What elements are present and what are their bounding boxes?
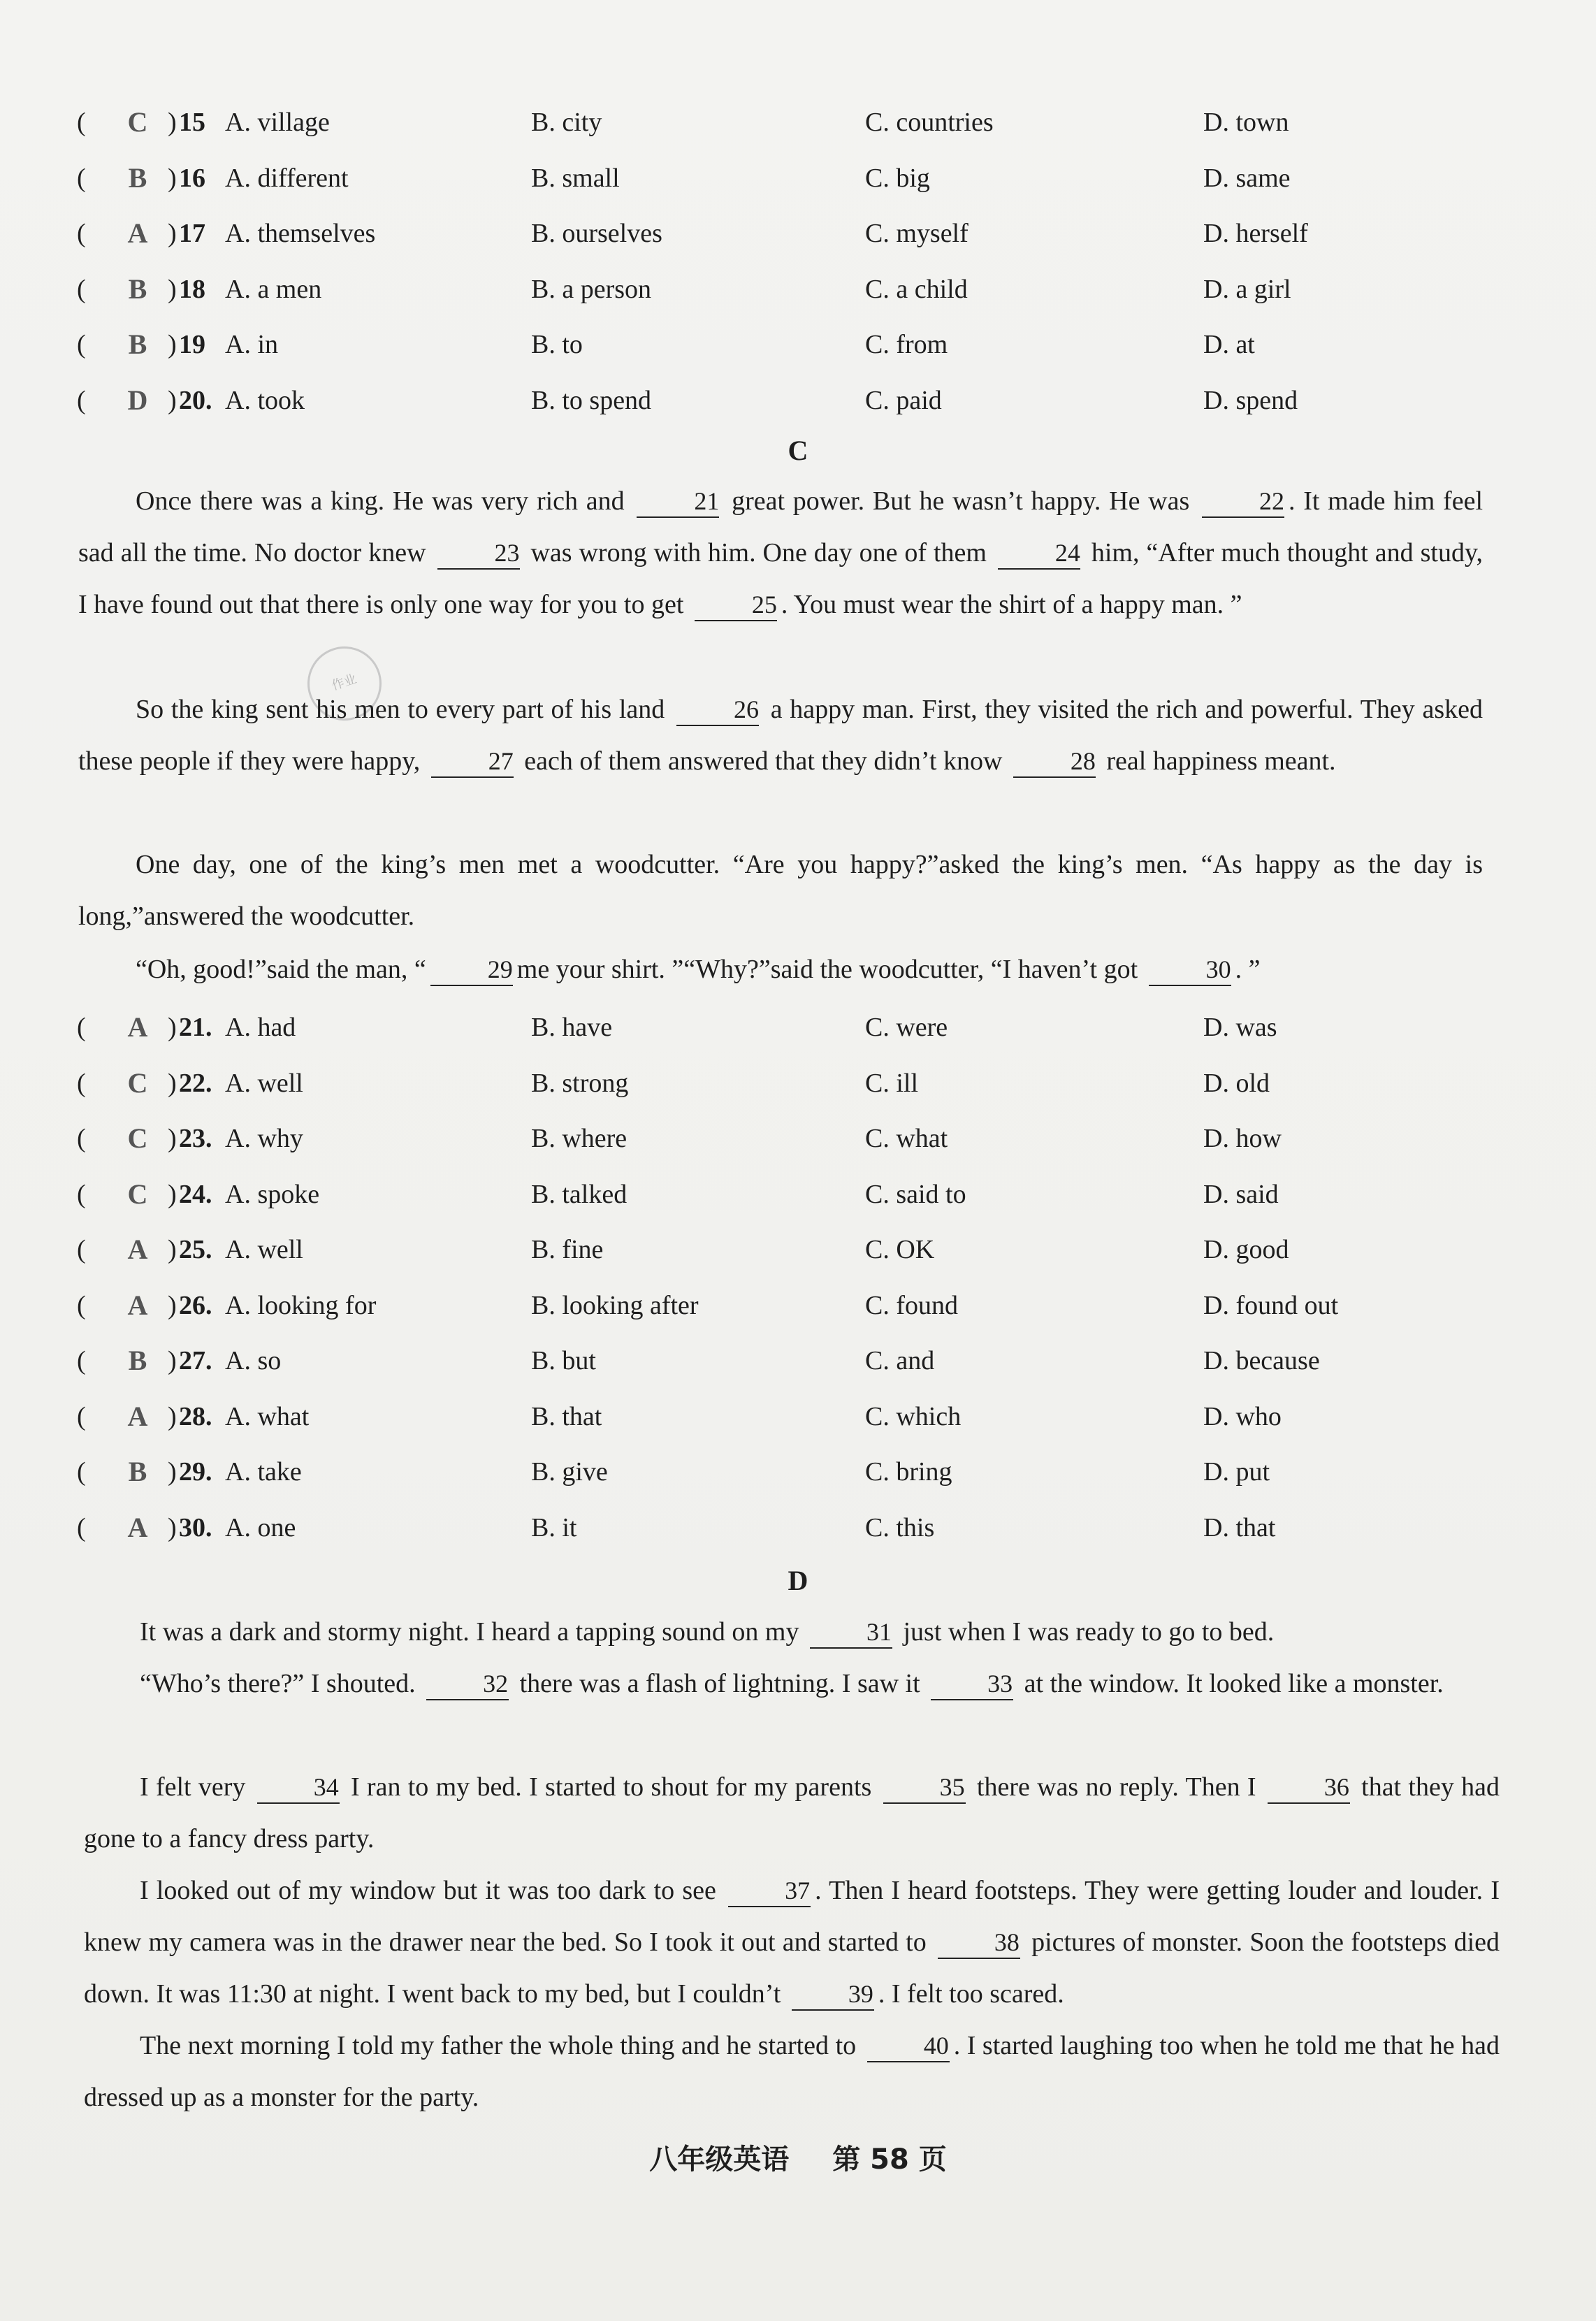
section-heading-c: C	[788, 435, 808, 466]
option-d: D. same	[1203, 163, 1291, 193]
passage-text: was wrong with him. One day one of them	[523, 538, 994, 567]
blank-27: 27	[431, 746, 514, 778]
question-number: 28.	[179, 1401, 212, 1431]
option-c: C. were	[865, 1013, 948, 1042]
option-a: A. looking for	[225, 1290, 377, 1320]
passage-text: . You must wear the shirt of a happy man. ”	[781, 590, 1242, 619]
option-a: A. why	[225, 1124, 303, 1153]
question-number: 25.	[179, 1235, 212, 1264]
question-row	[0, 1503, 1596, 1552]
paren-left: (	[77, 274, 86, 304]
option-d: D. town	[1203, 108, 1289, 137]
option-c: C. ill	[865, 1068, 919, 1098]
paren-left: (	[77, 108, 86, 137]
blank-32: 32	[426, 1668, 509, 1700]
answer-mark: B	[128, 273, 147, 305]
answer-mark: C	[127, 1122, 148, 1154]
paren-left: (	[77, 219, 86, 248]
paren-right: )	[168, 274, 177, 304]
option-d: D. at	[1203, 330, 1255, 359]
paren-left: (	[77, 1235, 86, 1264]
option-d: D. because	[1203, 1346, 1320, 1375]
option-b: B. that	[531, 1401, 602, 1431]
option-a: A. in	[225, 330, 278, 359]
option-c: C. which	[865, 1401, 962, 1431]
paren-left: (	[77, 1290, 86, 1320]
option-a: A. well	[225, 1068, 303, 1098]
question-row	[0, 376, 1596, 425]
paren-right: )	[168, 1235, 177, 1264]
option-a: A. a men	[225, 274, 322, 304]
question-number: 26.	[179, 1290, 212, 1320]
paren-right: )	[168, 1457, 177, 1487]
footer-subject: 八年级英语	[649, 2143, 790, 2176]
paren-left: (	[77, 385, 86, 415]
answer-mark: A	[127, 1289, 148, 1321]
passage-text: So the king sent his men to every part of his land	[136, 695, 672, 724]
passage-text: at the window. It looked like a monster.	[1017, 1669, 1444, 1698]
paren-left: (	[77, 1512, 86, 1542]
option-a: A. one	[225, 1512, 296, 1542]
question-row	[0, 98, 1596, 147]
passage-c-paragraph-3: One day, one of the king’s men met a woodcutter. “Are you happy?”asked the king’s men. “As happy as the day is long,”answered the woodcutter.	[78, 850, 1483, 931]
paren-right: )	[168, 163, 177, 193]
paren-left: (	[77, 1457, 86, 1487]
footer-page-number: 第 58 页	[832, 2143, 947, 2176]
option-d: D. said	[1203, 1179, 1279, 1209]
question-row	[0, 1003, 1596, 1052]
option-c: C. found	[865, 1290, 958, 1320]
option-b: B. a person	[531, 274, 652, 304]
blank-36: 36	[1268, 1772, 1350, 1804]
option-d: D. was	[1203, 1013, 1277, 1042]
passage-text: “Oh, good!”said the man, “	[136, 955, 426, 984]
option-c: C. from	[865, 330, 948, 359]
question-row	[0, 1114, 1596, 1163]
question-row	[0, 320, 1596, 369]
option-b: B. to spend	[531, 385, 652, 415]
option-d: D. found out	[1203, 1290, 1339, 1320]
option-c: C. said to	[865, 1179, 966, 1209]
question-number: 20.	[179, 385, 212, 415]
passage-text: real happiness meant.	[1099, 746, 1336, 776]
option-b: B. ourselves	[531, 219, 662, 248]
passage-text: great power. But he wasn’t happy. He was	[723, 486, 1198, 516]
answer-mark: A	[127, 1011, 148, 1043]
paren-right: )	[168, 1068, 177, 1098]
question-number: 24.	[179, 1179, 212, 1209]
blank-29: 29	[430, 954, 513, 986]
page-footer	[0, 2139, 1596, 2181]
blank-22: 22	[1202, 486, 1284, 518]
option-a: A. what	[225, 1401, 310, 1431]
paren-right: )	[168, 1124, 177, 1153]
option-b: B. have	[531, 1013, 613, 1042]
option-b: B. talked	[531, 1179, 627, 1209]
passage-text: Once there was a king. He was very rich and	[136, 486, 633, 516]
option-a: A. took	[225, 385, 305, 415]
option-a: A. themselves	[225, 219, 376, 248]
passage-text: I looked out of my window but it was too dark to see	[140, 1876, 725, 1905]
option-d: D. spend	[1203, 385, 1298, 415]
option-d: D. that	[1203, 1512, 1276, 1542]
option-b: B. where	[531, 1124, 627, 1153]
answer-mark: C	[127, 1066, 148, 1099]
passage-text: . I started laughing too when he told me that he had dressed up as a monster for the party.	[84, 2031, 1500, 2112]
question-row	[0, 1336, 1596, 1385]
answer-mark: B	[128, 328, 147, 360]
section-heading-d: D	[788, 1565, 808, 1596]
question-number: 17	[179, 219, 205, 248]
option-c: C. and	[865, 1346, 935, 1375]
passage-text: pictures of monster. Soon the footsteps died down. It was 11:30 at night. I went back to my bed, but I couldn’t	[84, 1928, 1500, 2009]
option-c: C. bring	[865, 1457, 952, 1487]
option-c: C. a child	[865, 274, 968, 304]
option-d: D. a girl	[1203, 274, 1291, 304]
option-b: B. fine	[531, 1235, 604, 1264]
passage-d-paragraph-4	[84, 1865, 1500, 2020]
question-number: 22.	[179, 1068, 212, 1098]
paren-left: (	[77, 1124, 86, 1153]
paren-left: (	[77, 1013, 86, 1042]
option-a: A. spoke	[225, 1179, 320, 1209]
option-b: B. looking after	[531, 1290, 699, 1320]
paren-right: )	[168, 330, 177, 359]
option-b: B. it	[531, 1512, 577, 1542]
answer-mark: B	[128, 1456, 147, 1487]
question-number: 27.	[179, 1346, 212, 1375]
passage-text: “Who’s there?” I shouted.	[140, 1669, 423, 1698]
option-a: A. take	[225, 1457, 302, 1487]
passage-text: there was no reply. Then I	[969, 1772, 1263, 1802]
passage-c-paragraph-4	[78, 943, 1483, 995]
blank-23: 23	[437, 537, 520, 570]
blank-38: 38	[938, 1927, 1020, 1959]
question-row	[0, 1281, 1596, 1330]
option-d: D. old	[1203, 1068, 1270, 1098]
answer-mark: C	[127, 106, 148, 138]
option-c: C. paid	[865, 385, 942, 415]
question-number: 16	[179, 163, 205, 193]
passage-d-paragraph-1	[84, 1606, 1500, 1658]
question-row	[0, 1447, 1596, 1496]
option-c: C. myself	[865, 219, 969, 248]
answer-mark: A	[127, 217, 148, 249]
question-number: 29.	[179, 1457, 212, 1487]
paren-left: (	[77, 1179, 86, 1209]
answer-mark: A	[127, 1234, 148, 1265]
paren-right: )	[168, 1512, 177, 1542]
passage-d-paragraph-2	[84, 1658, 1500, 1709]
paren-right: )	[168, 108, 177, 137]
blank-37: 37	[728, 1875, 811, 1907]
passage-text: . ”	[1235, 955, 1261, 984]
blank-35: 35	[883, 1772, 966, 1804]
passage-text: . I felt too scared.	[878, 1979, 1064, 2009]
question-row	[0, 1225, 1596, 1274]
answer-mark: C	[127, 1178, 148, 1210]
option-b: B. strong	[531, 1068, 629, 1098]
option-b: B. give	[531, 1457, 608, 1487]
question-row	[0, 1170, 1596, 1219]
passage-text: I ran to my bed. I started to shout for my parents	[343, 1772, 879, 1802]
passage-text: me your shirt. ”“Why?”said the woodcutter, “I haven’t got	[516, 955, 1145, 984]
passage-text: . Then I heard footsteps. They were getting louder and louder. I knew my camera was in the drawer near the bed. So I took it out and started to	[84, 1876, 1500, 1957]
answer-mark: A	[127, 1511, 148, 1543]
blank-34: 34	[257, 1772, 340, 1804]
option-b: B. small	[531, 163, 620, 193]
question-row	[0, 209, 1596, 258]
answer-mark: D	[127, 384, 148, 416]
paren-left: (	[77, 1401, 86, 1431]
passage-c-paragraph-1	[78, 475, 1483, 630]
option-b: B. but	[531, 1346, 596, 1375]
paren-right: )	[168, 1290, 177, 1320]
blank-40: 40	[867, 2030, 950, 2062]
blank-21: 21	[637, 486, 719, 518]
question-row	[0, 265, 1596, 314]
option-c: C. OK	[865, 1235, 935, 1264]
blank-33: 33	[931, 1668, 1013, 1700]
option-d: D. good	[1203, 1235, 1289, 1264]
question-row	[0, 1059, 1596, 1108]
answer-mark: A	[127, 1400, 148, 1432]
option-a: A. so	[225, 1346, 282, 1375]
option-d: D. how	[1203, 1124, 1282, 1153]
passage-text: a happy man. First, they visited the rich and powerful. They asked these people if they were happy,	[78, 695, 1483, 776]
passage-d-paragraph-3	[84, 1761, 1500, 1865]
question-number: 30.	[179, 1512, 212, 1542]
answer-mark: B	[128, 161, 147, 194]
paren-right: )	[168, 219, 177, 248]
option-a: A. had	[225, 1013, 296, 1042]
option-a: A. well	[225, 1235, 303, 1264]
passage-text: there was a flash of lightning. I saw it	[513, 1669, 927, 1698]
blank-30: 30	[1149, 954, 1231, 986]
question-row	[0, 1392, 1596, 1441]
option-b: B. city	[531, 108, 602, 137]
paren-right: )	[168, 1179, 177, 1209]
blank-28: 28	[1013, 746, 1096, 778]
paren-left: (	[77, 1068, 86, 1098]
passage-text: I felt very	[140, 1772, 253, 1802]
passage-text: It was a dark and stormy night. I heard a tapping sound on my	[140, 1617, 806, 1647]
paren-right: )	[168, 385, 177, 415]
watermark-stamp: 作业	[298, 637, 391, 730]
paren-left: (	[77, 330, 86, 359]
passage-text: that they had gone to a fancy dress party.	[84, 1772, 1500, 1853]
question-row	[0, 154, 1596, 203]
blank-26: 26	[676, 694, 759, 726]
blank-24: 24	[998, 537, 1080, 570]
option-d: D. who	[1203, 1401, 1282, 1431]
option-d: D. herself	[1203, 219, 1308, 248]
passage-text: . It made him feel sad all the time. No doctor knew	[78, 486, 1483, 567]
passage-text: him, “After much thought and study, I have found out that there is only one way for you to get	[78, 538, 1483, 619]
option-c: C. this	[865, 1512, 935, 1542]
blank-39: 39	[792, 1979, 874, 2011]
option-b: B. to	[531, 330, 583, 359]
blank-25: 25	[695, 589, 777, 621]
option-c: C. big	[865, 163, 930, 193]
option-c: C. countries	[865, 108, 994, 137]
paren-left: (	[77, 1346, 86, 1375]
paren-left: (	[77, 163, 86, 193]
passage-text: each of them answered that they didn’t know	[517, 746, 1009, 776]
paren-right: )	[168, 1401, 177, 1431]
question-number: 18	[179, 274, 205, 304]
blank-31: 31	[810, 1617, 892, 1649]
option-a: A. different	[225, 163, 349, 193]
option-c: C. what	[865, 1124, 948, 1153]
paren-right: )	[168, 1346, 177, 1375]
question-number: 23.	[179, 1124, 212, 1153]
passage-d-paragraph-5	[84, 2020, 1500, 2123]
question-number: 21.	[179, 1013, 212, 1042]
question-number: 15	[179, 108, 205, 137]
option-a: A. village	[225, 108, 330, 137]
option-d: D. put	[1203, 1457, 1270, 1487]
passage-text: just when I was ready to go to bed.	[896, 1617, 1275, 1647]
passage-c-paragraph-2	[78, 684, 1483, 787]
passage-text: The next morning I told my father the whole thing and he started to	[140, 2031, 863, 2060]
question-number: 19	[179, 330, 205, 359]
paren-right: )	[168, 1013, 177, 1042]
answer-mark: B	[128, 1345, 147, 1376]
